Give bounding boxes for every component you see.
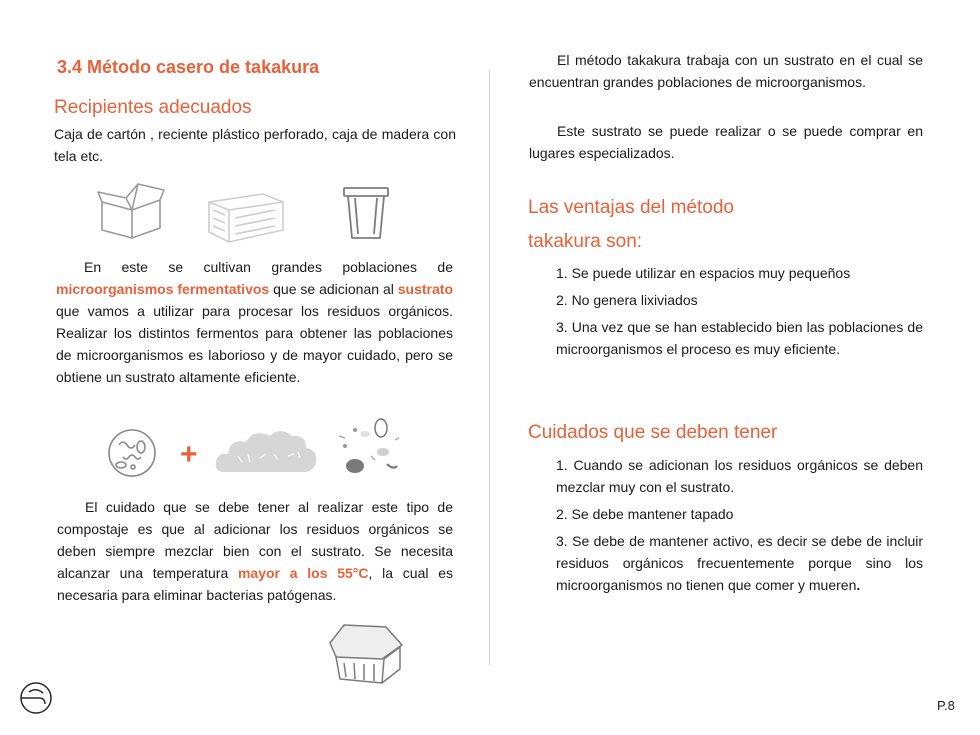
para2-text-2: , la cual es necesaria para eliminar bacterias patógenas. xyxy=(57,565,453,603)
bucket-icon xyxy=(340,184,392,242)
covered-bin-icon xyxy=(324,617,406,687)
brand-logo-icon xyxy=(19,681,53,715)
care-paragraph xyxy=(57,496,453,606)
intro-paragraph-1: El método takakura trabaja con un sustrato en el cual se encuentran grandes poblaciones de microorganismos. xyxy=(529,52,923,90)
section-title: 3.4 Método casero de takakura xyxy=(57,57,320,77)
organic-waste-icon xyxy=(335,416,405,478)
list-item xyxy=(556,530,923,596)
para1-text-2: que se adicionan al xyxy=(269,281,398,297)
advantages-heading: Las ventajas del método xyxy=(528,197,734,218)
highlight-substrate: sustrato xyxy=(397,281,453,297)
containers-text: Caja de cartón , reciente plástico perforado, caja de madera con tela etc. xyxy=(54,126,456,164)
list-item: 2. Se debe mantener tapado xyxy=(556,506,734,522)
containers-heading: Recipientes adecuados xyxy=(54,97,252,118)
advantages-heading-2: takakura son: xyxy=(528,231,643,252)
para1-text-3: que vamos a utilizar para procesar los residuos orgánicos. Realizar los distintos fermentos para obtener las poblaciones de microorganismos es laborioso y de mayor cuidado, pero se obtiene un sustrato altamente eficiente. xyxy=(56,303,453,385)
column-divider xyxy=(489,70,490,665)
list-item: 2. No genera lixiviados xyxy=(556,292,698,308)
cardboard-box-icon xyxy=(96,180,166,242)
intro-paragraph-2: Este sustrato se puede realizar o se puede comprar en lugares especializados. xyxy=(529,123,923,161)
para1-text-1: En este se cultivan grandes poblaciones de xyxy=(84,259,453,275)
plus-sign: + xyxy=(180,438,198,471)
care-item-3-text: 3. Se debe de mantener activo, es decir se debe de incluir residuos orgánicos frecuentemente porque sino los microorganismos no tienen que comer y mueren xyxy=(556,533,923,593)
advantages-list xyxy=(556,262,923,365)
highlight-microorganisms: microorganismos fermentativos xyxy=(56,281,270,297)
plastic-crate-icon xyxy=(205,188,287,246)
fermentation-paragraph xyxy=(56,256,453,388)
page-number: P.8 xyxy=(937,698,955,713)
substrate-cloud-icon xyxy=(214,424,320,476)
list-item: 1. Cuando se adicionan los residuos orgánicos se deben mezclar muy con el sustrato. xyxy=(556,457,923,495)
highlight-temperature: mayor a los 55°C xyxy=(237,565,369,581)
care-list xyxy=(556,454,923,601)
list-item: 1. Se puede utilizar en espacios muy pequeños xyxy=(556,265,851,281)
list-item: 3. Una vez que se han establecido bien las poblaciones de microorganismos el proceso es muy eficiente. xyxy=(556,319,923,357)
para2-text-1: El cuidado que se debe tener al realizar este tipo de compostaje es que al adicionar los residuos orgánicos se deben siempre mezclar bien con el sustrato. Se necesita alcanzar una temperatura xyxy=(57,499,453,581)
care-item-3-period: . xyxy=(856,577,861,593)
care-heading: Cuidados que se deben tener xyxy=(528,422,778,443)
microorganism-icon xyxy=(103,427,161,479)
